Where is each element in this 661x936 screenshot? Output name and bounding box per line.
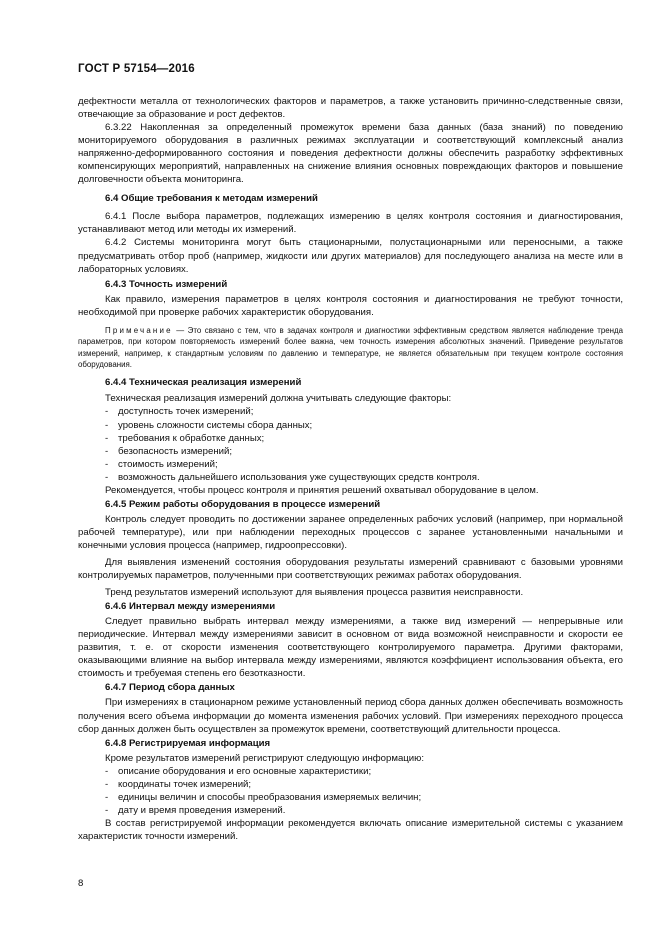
- paragraph-6-4-6: Следует правильно выбрать интервал между измерениями, а также вид измерений — непрерывные или периодические. Интервал между измерениями зависит в основном от вида возможной неисправности и скорости ее развития, т. е. от скорости изменения соответствующего контролируемого параметра. Другими факторами, оказывающими влияние на выбор интервала между измерениями, являются коэффициент использования объекта, его стоимость и требуемая степень его безотказности.: [78, 616, 623, 680]
- paragraph-6-4-7: При измерениях в стационарном режиме установленный период сбора данных должен обеспечивать возможность получения всего объема информации до момента изменения рабочих условий. При измерениях переходного процесса сбор данных должен быть осуществлен за промежуток времени, соответствующий длительности процесса.: [78, 697, 623, 735]
- section-heading-6-4-6: 6.4.6 Интервал между измерениями: [105, 601, 276, 613]
- paragraph-6-4-4-end: Рекомендуется, чтобы процесс контроля и принятия решений охватывал оборудование в целом.: [105, 484, 539, 496]
- paragraph-6-3-22: 6.3.22 Накопленная за определенный промежуток времени база данных (база знаний) по поведению мониторируемого оборудования в различных режимах эксплуатации и соответствующий комплексный анализ напряженно-деформированного состояния и поведения дефектности должны обеспечить разработку эффективных компенсирующих мероприятий, направленных на снижение влияния основных повреждающих факторов и повышение долговечности объекта мониторинга.: [78, 122, 623, 186]
- list-registered-info: [78, 765, 623, 817]
- section-heading-6-4-7: 6.4.7 Период сбора данных: [105, 682, 235, 694]
- list-item: - возможность дальнейшего использования уже существующих средств контроля.: [105, 471, 623, 484]
- list-item: - стоимость измерений;: [105, 458, 623, 471]
- note-text: — Это связано с тем, что в задачах контроля и диагностики эффективным средством является наблюдение тренда параметров, при котором повторяемость измерений более важна, чем точность измерения абсолютных значений. Приведение результатов измерений, например, к стандартным условиям по давлению и температуре, не является обязательным при текущем контроле состояния оборудования.: [78, 325, 623, 369]
- section-heading-6-4-3: 6.4.3 Точность измерений: [105, 278, 228, 290]
- section-heading-6-4-8: 6.4.8 Регистрируемая информация: [105, 737, 271, 749]
- note-6-4-3: [78, 325, 623, 371]
- document-body: [78, 95, 623, 843]
- list-item: - безопасность измерений;: [105, 445, 623, 458]
- list-item: - требования к обработке данных;: [105, 432, 623, 445]
- paragraph-6-4-1: 6.4.1 После выбора параметров, подлежащих измерению в целях контроля состояния и диагностирования, устанавливают метод или методы их измерений.: [78, 211, 623, 236]
- paragraph-6-4-2: 6.4.2 Системы мониторинга могут быть стационарными, полустационарными или переносными, а также предусматривать отбор проб (например, жидкости или других материалов) для последующего анализа на месте или в лабораторных условиях.: [78, 237, 623, 275]
- list-item: - описание оборудования и его основные характеристики;: [105, 765, 623, 778]
- paragraph-6-4-4: Техническая реализация измерений должна учитывать следующие факторы:: [105, 393, 452, 405]
- list-item: - уровень сложности системы сбора данных;: [105, 419, 623, 432]
- paragraph-6-4-8-end: В состав регистрируемой информации рекомендуется включать описание измерительной системы с указанием характеристик точности измерений.: [78, 817, 623, 842]
- paragraph-6-4-5-c: Тренд результатов измерений используют для выявления процесса развития неисправности.: [105, 587, 524, 599]
- document-header: ГОСТ Р 57154—2016: [78, 63, 195, 75]
- paragraph-intro: дефектности металла от технологических факторов и параметров, а также установить причинно-следственные связи, отвечающие за образование и рост дефектов.: [78, 96, 623, 121]
- section-heading-6-4-4: 6.4.4 Техническая реализация измерений: [105, 377, 302, 389]
- section-heading-6-4: 6.4 Общие требования к методам измерений: [105, 193, 318, 205]
- list-item: - координаты точек измерений;: [105, 778, 623, 791]
- list-item: - доступность точек измерений;: [105, 405, 623, 418]
- list-factors: [78, 405, 623, 483]
- page-number: 8: [78, 878, 84, 889]
- paragraph-6-4-8: Кроме результатов измерений регистрируют следующую информацию:: [105, 752, 424, 764]
- paragraph-6-4-3: Как правило, измерения параметров в целях контроля состояния и диагностирования не требуют точности, необходимой при проверке рабочих характеристик оборудования.: [78, 293, 623, 318]
- list-item: - дату и время проведения измерений.: [105, 804, 623, 817]
- list-item: - единицы величин и способы преобразования измеряемых величин;: [105, 791, 623, 804]
- paragraph-6-4-5-a: Контроль следует проводить по достижении заранее определенных рабочих условий (например, при нормальной рабочей температуре), или при наблюдении переходных процессов с заранее установленными начальными и конечными условия процесса (например, гидроопрессовки).: [78, 513, 623, 551]
- note-label: Примечание: [105, 325, 173, 335]
- section-heading-6-4-5: 6.4.5 Режим работы оборудования в процессе измерений: [105, 498, 381, 510]
- paragraph-6-4-5-b: Для выявления изменений состояния оборудования результаты измерений сравнивают с базовыми уровнями контролируемых параметров, полученными при соответствующих режимах работах оборудования.: [78, 556, 623, 582]
